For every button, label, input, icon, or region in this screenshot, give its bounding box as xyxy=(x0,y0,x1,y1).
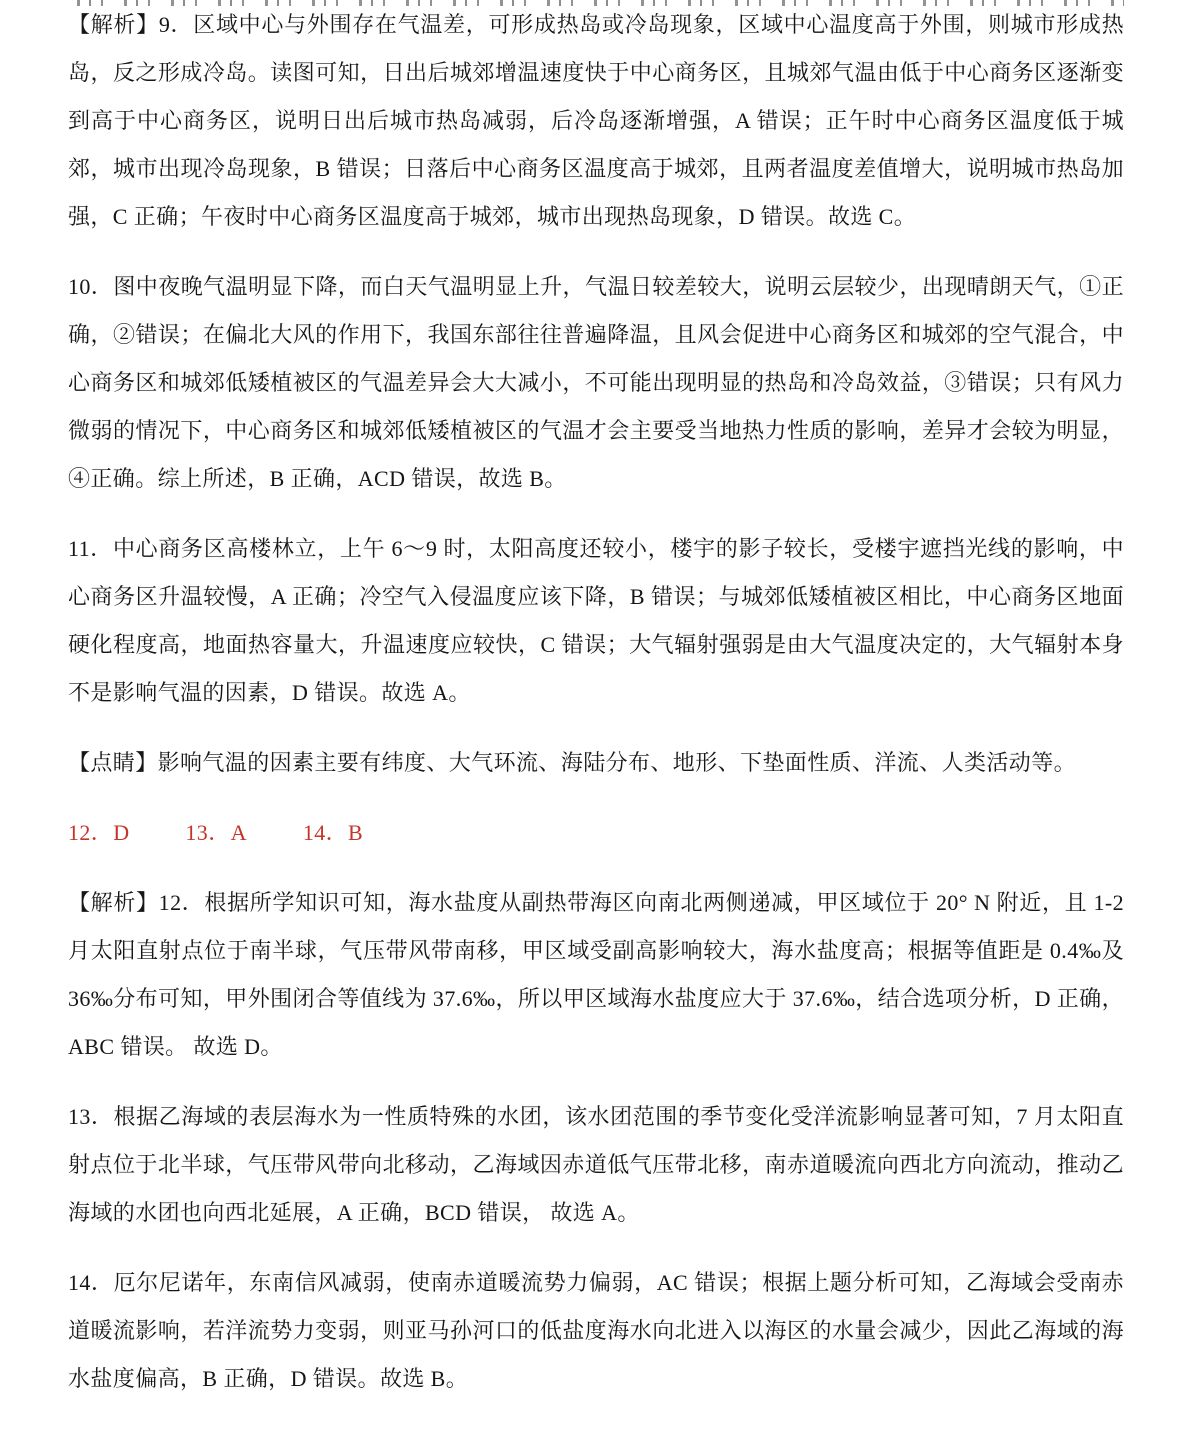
paragraph-explanation-10: 10．图中夜晚气温明显下降，而白天气温明显上升，气温日较差较大，说明云层较少，出现晴朗天气，①正确，②错误；在偏北大风的作用下，我国东部往往普遍降温，且风会促进中心商务区和城郊的空气混合，中心商务区和城郊低矮植被区的气温差异会大大减小，不可能出现明显的热岛和冷岛效益，③错误；只有风力微弱的情况下，中心商务区和城郊低矮植被区的气温才会主要受当地热力性质的影响，差异才会较为明显，④正确。综上所述，B 正确，ACD 错误，故选 B。 xyxy=(68,274,1124,491)
paragraph-explanation-11: 11．中心商务区高楼林立，上午 6～9 时，太阳高度还较小，楼宇的影子较长，受楼宇遮挡光线的影响，中心商务区升温较慢，A 正确；冷空气入侵温度应该下降，B 错误；与城郊低矮植被区相比，中心商务区地面硬化程度高，地面热容量大，升温速度应较快，C 错误；大气辐射强弱是由大气温度决定的，大气辐射本身不是影响气温的因素，D 错误。故选 A。 xyxy=(68,536,1124,705)
paragraph-explanation-14: 14．厄尔尼诺年，东南信风减弱，使南赤道暖流势力偏弱，AC 错误；根据上题分析可知，乙海域会受南赤道暖流影响，若洋流势力变弱，则亚马孙河口的低盐度海水向北进入以海区的水量会减少，因此乙海域的海水盐度偏高，B 正确，D 错误。故选 B。 xyxy=(68,1270,1124,1391)
answer-line xyxy=(68,809,1124,857)
paragraph-explanation-13: 13．根据乙海域的表层海水为一性质特殊的水团，该水团范围的季节变化受洋流影响显著可知，7 月太阳直射点位于北半球，气压带风带向北移动，乙海域因赤道低气压带北移，南赤道暖流向西北方向流动，推动乙海域的水团也向西北延展，A 正确，BCD 错误， 故选 A。 xyxy=(68,1104,1124,1225)
answer-14: 14．B xyxy=(302,820,364,845)
answer-13: 13．A xyxy=(185,820,247,845)
answer-12: 12．D xyxy=(68,820,130,845)
paragraph-key-point: 【点睛】影响气温的因素主要有纬度、大气环流、海陆分布、地形、下垫面性质、洋流、人类活动等。 xyxy=(68,750,1077,775)
paragraph-explanation-12: 【解析】12．根据所学知识可知，海水盐度从副热带海区向南北两侧递减，甲区域位于 20° N 附近，且 1-2 月太阳直射点位于南半球，气压带风带南移，甲区域受副高影响较大，海水盐度高；根据等值距是 0.4‰及 36‰分布可知，甲外围闭合等值线为 37.6‰，所以甲区域海水盐度应大于 37.6‰，结合选项分析，D 正确，ABC 错误。 故选 D。 xyxy=(68,890,1124,1059)
cropped-previous-line-fragment xyxy=(68,0,1124,6)
paragraph-explanation-9: 【解析】9．区域中心与外围存在气温差，可形成热岛或冷岛现象，区域中心温度高于外围，则城市形成热岛，反之形成冷岛。读图可知，日出后城郊增温速度快于中心商务区，且城郊气温由低于中心商务区逐渐变到高于中心商务区，说明日出后城市热岛减弱，后冷岛逐渐增强，A 错误；正午时中心商务区温度低于城郊，城市出现冷岛现象，B 错误；日落后中心商务区温度高于城郊，且两者温度差值增大，说明城市热岛加强，C 正确；午夜时中心商务区温度高于城郊，城市出现热岛现象，D 错误。故选 C。 xyxy=(68,12,1124,229)
